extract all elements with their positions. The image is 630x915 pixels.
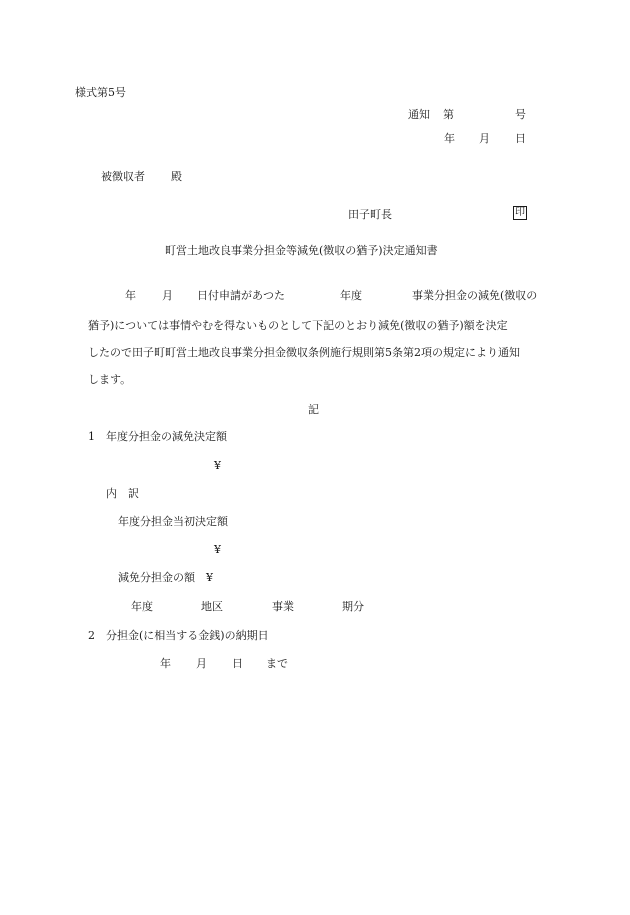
body-dated-request: 日付申請があつた [197, 289, 285, 302]
due-year: 年 [160, 657, 171, 670]
issuer-title: 田子町長 [348, 208, 392, 221]
body-month: 月 [162, 289, 173, 302]
field-project: 事業 [272, 600, 294, 613]
notice-gou: 号 [515, 108, 526, 121]
due-until: まで [266, 657, 288, 670]
breakdown-label: 内 訳 [106, 487, 139, 500]
body-year: 年 [125, 289, 136, 302]
section1-heading: 1 年度分担金の減免決定額 [88, 430, 227, 443]
due-day: 日 [232, 657, 243, 670]
due-month: 月 [196, 657, 207, 670]
body-line-4: します。 [88, 373, 132, 386]
field-district: 地区 [201, 600, 223, 613]
initial-amount-yen: ¥ [214, 543, 221, 556]
body-line-2: 猶予)については事情やむを得ないものとして下記のとおり減免(徴収の猶予)額を決定 [88, 319, 508, 332]
date-day: 日 [515, 132, 526, 145]
body-fiscal-year: 年度 [340, 289, 362, 302]
field-fiscal-year: 年度 [131, 600, 153, 613]
initial-amount-label: 年度分担金当初決定額 [118, 515, 228, 528]
recipient-honorific: 殿 [171, 170, 182, 183]
body-line1-rest: 事業分担金の減免(徴収の [412, 289, 538, 302]
date-year: 年 [444, 132, 455, 145]
ki-marker: 記 [308, 403, 319, 416]
reduction-amount-label: 減免分担金の額 ¥ [118, 571, 213, 584]
document-title: 町営土地改良事業分担金等減免(徴収の猶予)決定通知書 [165, 244, 438, 257]
body-line-3: したので田子町町営土地改良事業分担金徴収条例施行規則第5条第2項の規定により通知 [88, 346, 520, 359]
date-month: 月 [479, 132, 490, 145]
notice-label: 通知 [408, 108, 430, 121]
notice-dai: 第 [443, 108, 454, 121]
seal-mark: 印 [515, 207, 525, 218]
field-installment: 期分 [342, 600, 364, 613]
section2-heading: 2 分担金(に相当する金銭)の納期日 [88, 629, 269, 642]
form-number: 様式第5号 [75, 86, 126, 99]
section1-amount-yen: ¥ [214, 459, 221, 472]
recipient-name: 被徴収者 [101, 170, 145, 183]
